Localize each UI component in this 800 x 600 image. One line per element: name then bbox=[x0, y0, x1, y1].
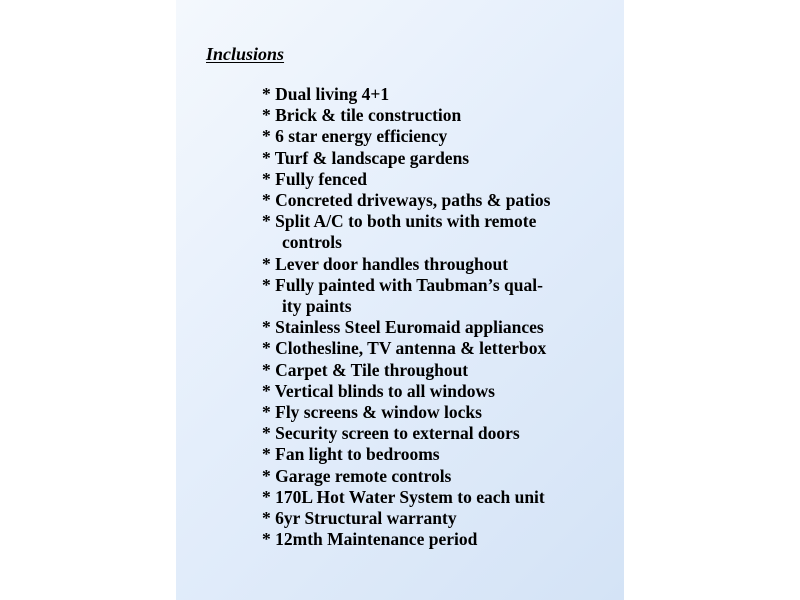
list-item-text: * Fly screens & window locks bbox=[262, 402, 482, 423]
list-item-text: * Brick & tile construction bbox=[262, 105, 462, 126]
list-item-text: * Fully painted with Taubman’s qual- bbox=[262, 274, 543, 295]
list-item-text: * Dual living 4+1 bbox=[262, 84, 390, 104]
list-item bbox=[262, 275, 612, 317]
list-item-text: * 6 star energy efficiency bbox=[262, 126, 448, 147]
list-item bbox=[262, 84, 612, 105]
list-item bbox=[262, 105, 612, 126]
list-item-text: * 12mth Maintenance period bbox=[262, 529, 478, 550]
list-item-continuation: controls bbox=[282, 232, 342, 253]
list-item bbox=[262, 317, 612, 338]
inclusions-list bbox=[262, 84, 612, 550]
list-item bbox=[262, 529, 612, 550]
list-item bbox=[262, 402, 612, 423]
list-item bbox=[262, 148, 612, 169]
list-item bbox=[262, 169, 612, 190]
list-item bbox=[262, 360, 612, 381]
list-item-continuation: ity paints bbox=[282, 296, 352, 317]
list-item-text: * Fan light to bedrooms bbox=[262, 444, 440, 465]
list-item-text: * 6yr Structural warranty bbox=[262, 508, 457, 529]
list-item bbox=[262, 444, 612, 465]
list-item-text: * Garage remote controls bbox=[262, 465, 452, 486]
inclusions-heading: Inclusions bbox=[206, 44, 285, 64]
list-item-text: * Concreted driveways, paths & patios bbox=[262, 190, 551, 211]
list-item bbox=[262, 126, 612, 147]
list-item-text: * Vertical blinds to all windows bbox=[262, 380, 495, 401]
list-item bbox=[262, 466, 612, 487]
list-item-text: * Split A/C to both units with remote bbox=[262, 211, 537, 232]
list-item bbox=[262, 190, 612, 211]
list-item bbox=[262, 423, 612, 444]
list-item-text: * Fully fenced bbox=[262, 168, 367, 189]
list-item bbox=[262, 211, 612, 253]
list-item bbox=[262, 381, 612, 402]
list-item-text: * 170L Hot Water System to each unit bbox=[262, 486, 545, 507]
list-item-text: * Clothesline, TV antenna & letterbox bbox=[262, 338, 547, 359]
list-item bbox=[262, 487, 612, 508]
list-item bbox=[262, 254, 612, 275]
list-item-text: * Lever door handles throughout bbox=[262, 253, 509, 274]
list-item-text: * Turf & landscape gardens bbox=[262, 147, 470, 168]
list-item-text: * Carpet & Tile throughout bbox=[262, 359, 469, 380]
list-item bbox=[262, 338, 612, 359]
list-item-text: * Security screen to external doors bbox=[262, 423, 520, 444]
list-item-text: * Stainless Steel Euromaid appliances bbox=[262, 317, 544, 338]
list-item bbox=[262, 508, 612, 529]
